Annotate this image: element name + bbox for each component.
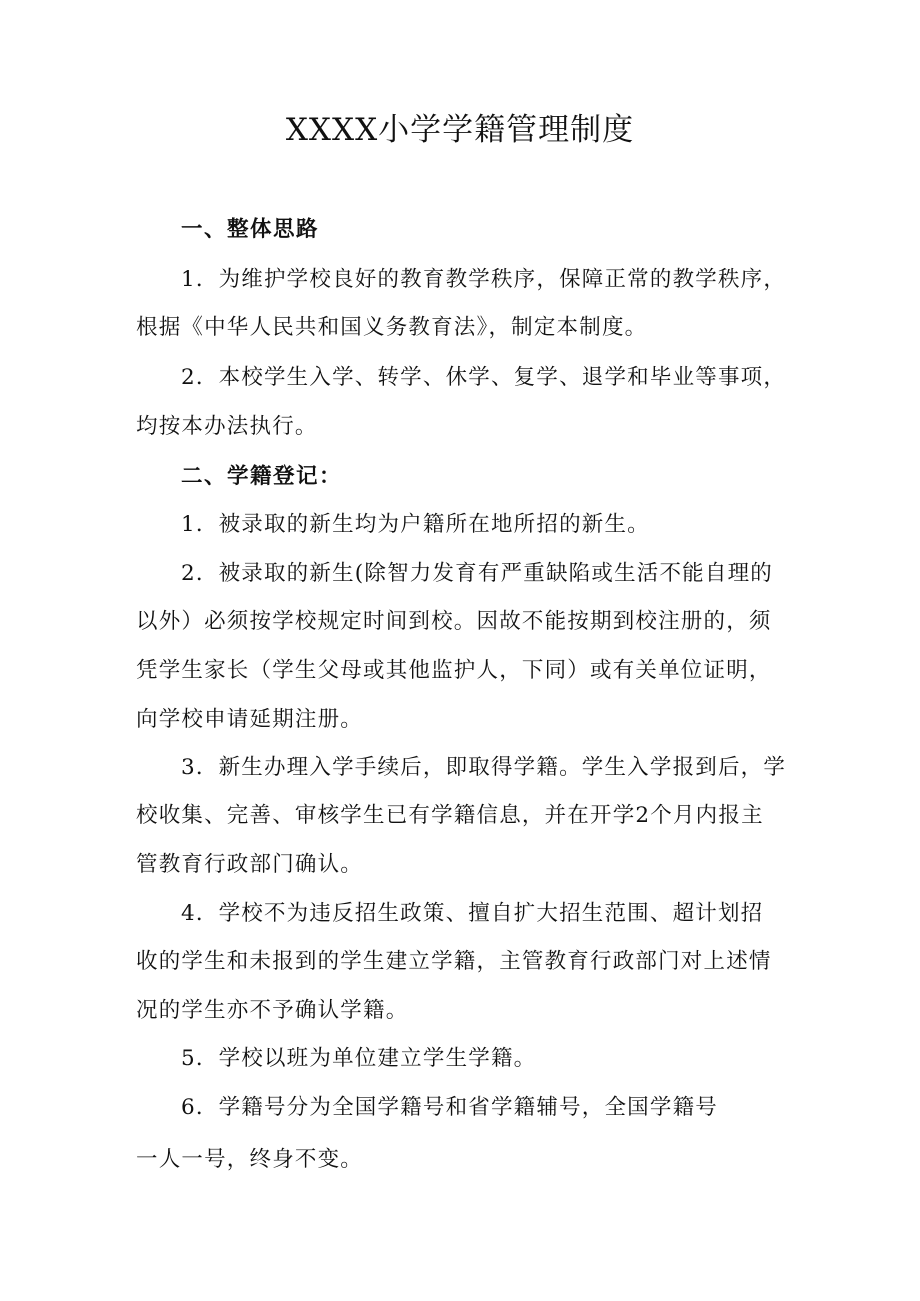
- paragraph-line: 以外）必须按学校规定时间到校。因故不能按期到校注册的，须: [136, 609, 772, 634]
- paragraph-line: 1．为维护学校良好的教育教学秩序，保障正常的教学秩序，: [181, 267, 787, 292]
- section-heading-overall-approach: 一、整体思路: [181, 217, 320, 242]
- paragraph-line: 况的学生亦不予确认学籍。: [136, 998, 409, 1023]
- document-title: XXXX小学学籍管理制度: [285, 112, 635, 148]
- paragraph-line: 均按本办法执行。: [136, 414, 318, 439]
- paragraph-line: 向学校申请延期注册。: [136, 707, 364, 732]
- section-heading-enrollment-registration: 二、学籍登记：: [181, 464, 343, 489]
- paragraph-line: 6．学籍号分为全国学籍号和省学籍辅号，全国学籍号: [181, 1095, 718, 1120]
- paragraph-line: 收的学生和未报到的学生建立学籍，主管教育行政部门对上述情: [136, 949, 772, 974]
- paragraph-line: 3．新生办理入学手续后，即取得学籍。学生入学报到后，学: [181, 755, 787, 780]
- paragraph-line: 2．本校学生入学、转学、休学、复学、退学和毕业等事项，: [181, 365, 787, 390]
- paragraph-line: 根据《中华人民共和国义务教育法》，制定本制度。: [136, 315, 648, 340]
- paragraph-line: 管教育行政部门确认。: [136, 852, 364, 877]
- paragraph-line: 一人一号，终身不变。: [136, 1147, 364, 1172]
- paragraph-line: 校收集、完善、审核学生已有学籍信息，并在开学2个月内报主: [136, 803, 764, 828]
- paragraph-line: 5．学校以班为单位建立学生学籍。: [181, 1046, 537, 1071]
- paragraph-line: 2．被录取的新生(除智力发育有严重缺陷或生活不能自理的: [181, 561, 773, 586]
- paragraph-line: 4．学校不为违反招生政策、擅自扩大招生范围、超计划招: [181, 901, 764, 926]
- paragraph-line: 凭学生家长（学生父母或其他监护人，下同）或有关单位证明，: [136, 658, 772, 683]
- paragraph-line: 1．被录取的新生均为户籍所在地所招的新生。: [181, 512, 650, 537]
